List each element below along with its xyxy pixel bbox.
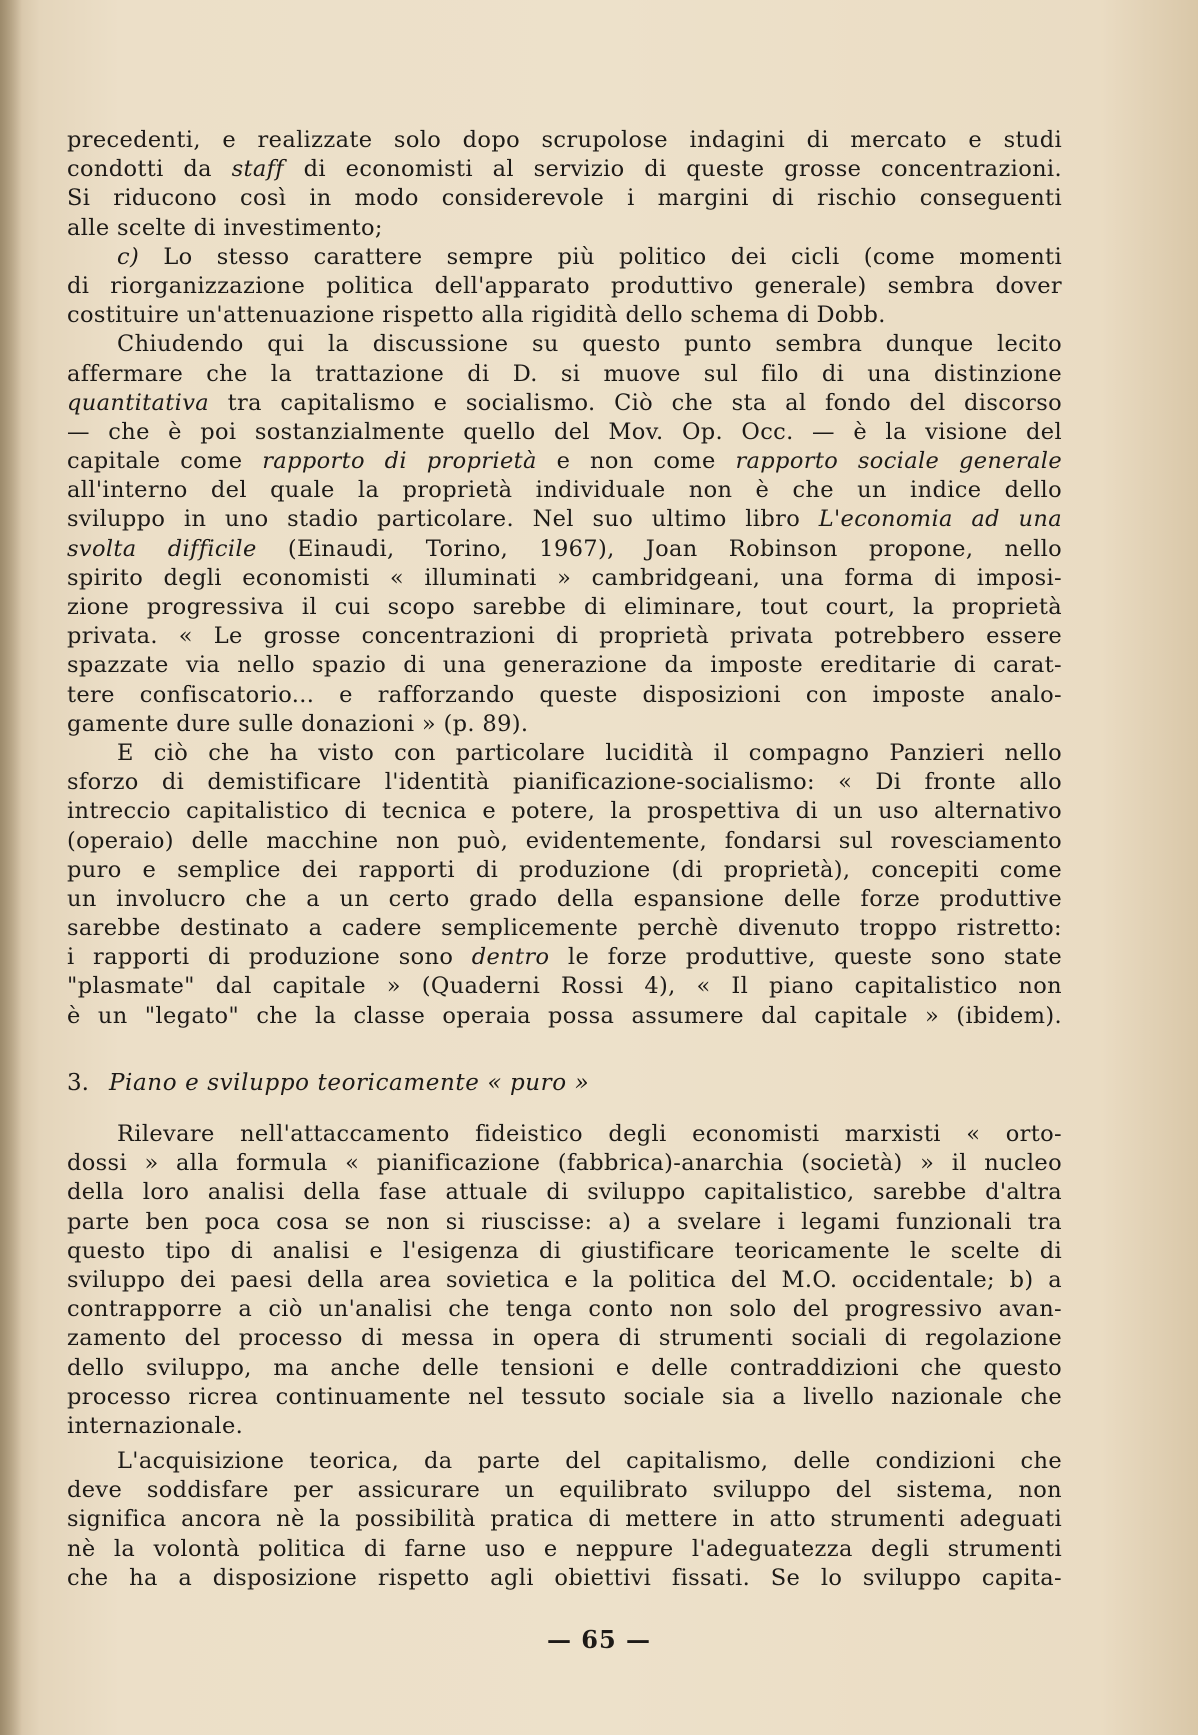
text-line: un involucro che a un certo grado della espansione delle forze produttive — [67, 885, 1062, 912]
text-line: Chiudendo qui la discussione su questo punto sembra dunque lecito — [117, 331, 1062, 358]
page-edge-shadow — [0, 0, 22, 1735]
paragraph — [67, 243, 1062, 331]
text-line: spirito degli economisti « illuminati » cambridgeani, una forma di imposi- — [67, 564, 1062, 591]
text-line: costituire un'attenuazione rispetto alla rigidità dello schema di Dobb. — [67, 302, 886, 329]
paragraph — [67, 126, 1062, 243]
text-line: alle scelte di investimento; — [67, 214, 383, 241]
page-number: — 65 — — [546, 1625, 652, 1654]
text-line: all'interno del quale la proprietà individuale non è che un indice dello — [67, 477, 1062, 504]
text-line: contrapporre a ciò un'analisi che tenga conto non solo del progressivo avan- — [67, 1296, 1062, 1323]
text-line: privata. « Le grosse concentrazioni di proprietà privata potrebbero essere — [67, 623, 1062, 650]
body-text-top — [67, 126, 1062, 1031]
text-line: tere confiscatorio... e rafforzando queste disposizioni con imposte analo- — [67, 681, 1062, 708]
text-line: nè la volontà politica di farne uso e neppure l'adeguatezza degli strumenti — [67, 1535, 1062, 1562]
text-line: di riorganizzazione politica dell'apparato produttivo generale) sembra dover — [67, 272, 1062, 299]
paragraph — [67, 739, 1062, 1031]
text-line: intreccio capitalistico di tecnica e potere, la prospettiva di un uso alternativo — [67, 798, 1062, 825]
text-line: internazionale. — [67, 1412, 244, 1439]
paragraph — [67, 330, 1062, 739]
section-number: 3. — [67, 1070, 89, 1096]
text-line: puro e semplice dei rapporti di produzione (di proprietà), concepiti come — [67, 856, 1062, 883]
body-text-bottom — [67, 1120, 1062, 1593]
text-line: — che è poi sostanzialmente quello del Mov. Op. Occ. — è la visione del — [67, 418, 1062, 445]
text-line: capitale come rapporto di proprietà e non come rapporto sociale generale — [67, 448, 1062, 475]
text-line: E ciò che ha visto con particolare lucidità il compagno Panzieri nello — [117, 739, 1062, 766]
text-line: gamente dure sulle donazioni » (p. 89). — [67, 710, 529, 737]
text-line: c) Lo stesso carattere sempre più politico dei cicli (come momenti — [117, 243, 1062, 270]
text-line: deve soddisfare per assicurare un equilibrato sviluppo del sistema, non — [67, 1477, 1062, 1504]
text-line: processo ricrea continuamente nel tessuto sociale sia a livello nazionale che — [67, 1383, 1062, 1410]
text-line: "plasmate" dal capitale » (Quaderni Rossi 4), « Il piano capitalistico non — [67, 973, 1062, 1000]
text-line: i rapporti di produzione sono dentro le forze produttive, queste sono state — [67, 944, 1062, 971]
text-line: Si riducono così in modo considerevole i margini di rischio conseguenti — [67, 185, 1062, 212]
section-heading — [67, 1070, 589, 1096]
text-line: precedenti, e realizzate solo dopo scrupolose indagini di mercato e studi — [67, 127, 1062, 153]
text-line: sviluppo dei paesi della area sovietica e la politica del M.O. occidentale; b) a — [67, 1266, 1062, 1293]
section-title: Piano e sviluppo teoricamente « puro » — [108, 1070, 590, 1096]
paragraph — [67, 1447, 1062, 1593]
text-line: è un "legato" che la classe operaia possa assumere dal capitale » (ibidem). — [67, 1002, 1062, 1029]
text-line: quantitativa tra capitalismo e socialismo. Ciò che sta al fondo del discorso — [67, 389, 1062, 416]
text-line: zamento del processo di messa in opera di strumenti sociali di regolazione — [67, 1325, 1062, 1352]
text-line: (operaio) delle macchine non può, evidentemente, fondarsi sul rovesciamento — [67, 827, 1062, 854]
text-line: Rilevare nell'attaccamento fideistico degli economisti marxisti « orto- — [117, 1121, 1062, 1147]
text-line: sarebbe destinato a cadere semplicemente perchè divenuto troppo ristretto: — [67, 915, 1062, 942]
text-line: sforzo di demistificare l'identità pianificazione-socialismo: « Di fronte allo — [67, 769, 1062, 796]
text-line: L'acquisizione teorica, da parte del capitalismo, delle condizioni che — [117, 1448, 1062, 1475]
text-line: parte ben poca cosa se non si riuscisse: a) a svelare i legami funzionali tra — [67, 1208, 1062, 1235]
text-line: che ha a disposizione rispetto agli obiettivi fissati. Se lo sviluppo capita- — [67, 1564, 1062, 1591]
text-line: dello sviluppo, ma anche delle tensioni e delle contraddizioni che questo — [67, 1354, 1062, 1381]
text-line: della loro analisi della fase attuale di sviluppo capitalistico, sarebbe d'altra — [67, 1179, 1062, 1206]
text-line: svolta difficile (Einaudi, Torino, 1967), Joan Robinson propone, nello — [67, 535, 1063, 562]
text-line: affermare che la trattazione di D. si muove sul filo di una distinzione — [67, 360, 1062, 387]
text-line: zione progressiva il cui scopo sarebbe di eliminare, tout court, la proprietà — [67, 594, 1062, 620]
text-line: condotti da staff di economisti al servizio di queste grosse concentrazioni. — [67, 156, 1062, 183]
text-line: dossi » alla formula « pianificazione (fabbrica)-anarchia (società) » il nucleo — [67, 1150, 1062, 1177]
text-line: significa ancora nè la possibilità pratica di mettere in atto strumenti adeguati — [67, 1506, 1062, 1533]
paragraph — [67, 1120, 1062, 1441]
text-line: questo tipo di analisi e l'esigenza di giustificare teoricamente le scelte di — [67, 1237, 1062, 1264]
text-line: spazzate via nello spazio di una generazione da imposte ereditarie di carat- — [67, 652, 1062, 679]
text-line: sviluppo in uno stadio particolare. Nel suo ultimo libro L'economia ad una — [67, 506, 1062, 533]
